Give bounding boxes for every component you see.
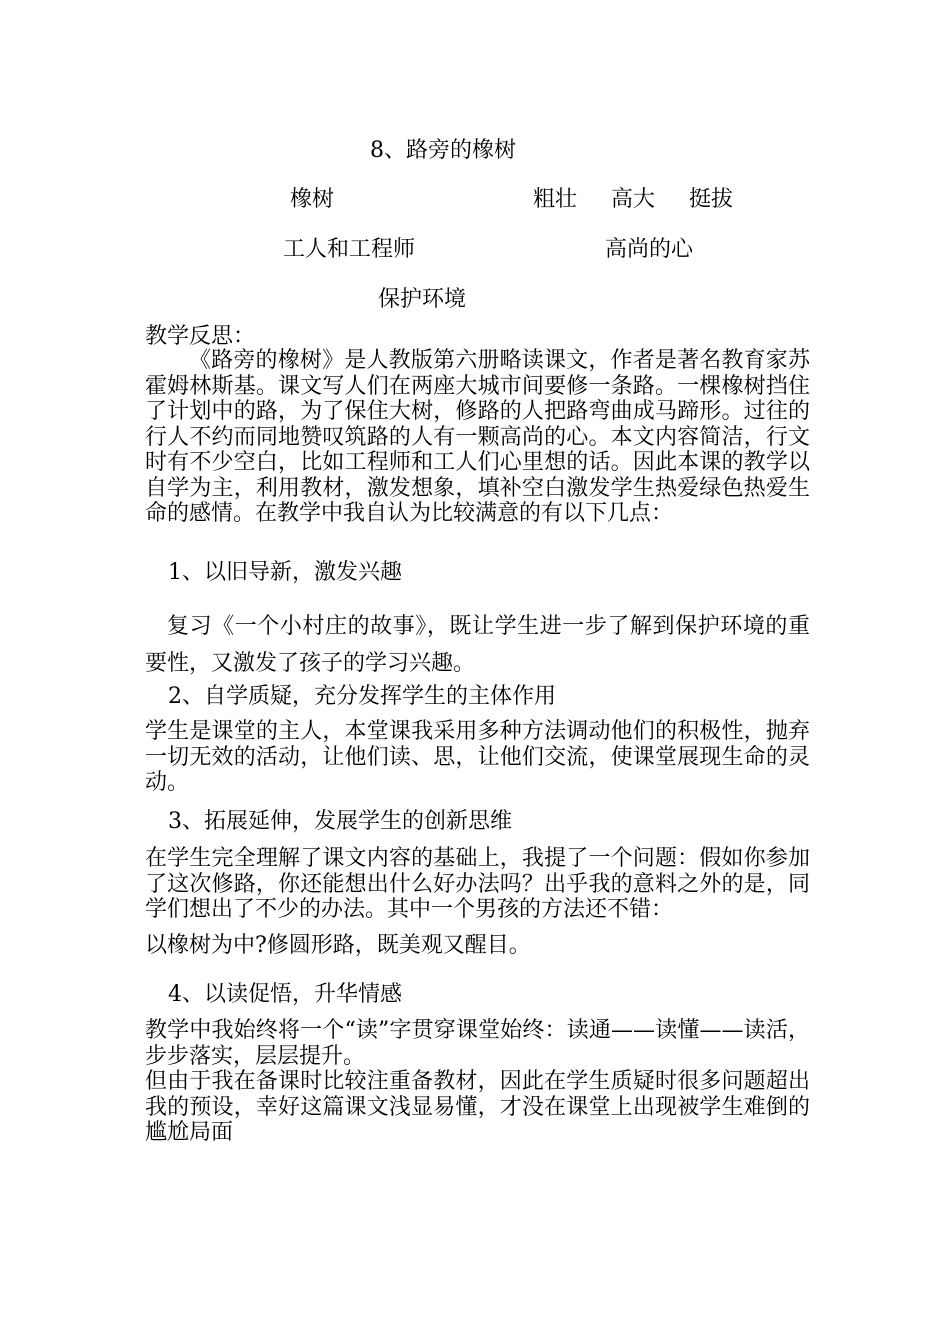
reflection-heading: 教学反思： xyxy=(145,324,256,349)
point-3-body: 在学生完全理解了课文内容的基础上，我提了一个问题：假如你参加了这次修路，你还能想出什么好办法吗？出乎我的意料之外的是，同学们想出了不少的办法。其中一个男孩的方法还不错： xyxy=(145,846,810,922)
lesson-title: 8、路旁的橡树 xyxy=(370,138,516,163)
point-3-extra: 以橡树为中?修圆形路，既美观又醒目。 xyxy=(145,933,531,958)
point-4-body: 教学中我始终将一个“读”字贯穿课堂始终：读通——读懂——读活，步步落实，层层提升。 xyxy=(145,1018,810,1069)
point-4-heading: 4、以读促悟，升华情感 xyxy=(168,982,402,1007)
point-1-heading: 1、以旧导新，激发兴趣 xyxy=(168,560,402,585)
board-trait-2: 高大 xyxy=(611,187,656,212)
board-noble-heart: 高尚的心 xyxy=(605,237,694,262)
board-trait-3: 挺拔 xyxy=(689,187,734,212)
board-oak-label: 橡树 xyxy=(290,187,335,212)
point-2-body: 学生是课堂的主人，本堂课我采用多种方法调动他们的积极性，抛弃一切无效的活动，让他们读、思，让他们交流，使课堂展现生命的灵动。 xyxy=(145,719,810,795)
point-3-heading: 3、拓展延伸，发展学生的创新思维 xyxy=(168,809,512,834)
reflection-intro: 《路旁的橡树》是人教版第六册略读课文，作者是著名教育家苏霍姆林斯基。课文写人们在两座大城市间要修一条路。一棵橡树挡住了计划中的路，为了保住大树，修路的人把路弯曲成马蹄形。过往的行人不约而同地赞叹筑路的人有一颗高尚的心。本文内容简洁，行文时有不少空白，比如工程师和工人们心里想的话。因此本课的教学以自学为主，利用教材，激发想象，填补空白激发学生热爱绿色热爱生命的感情。在教学中我自认为比较满意的有以下几点： xyxy=(145,348,810,526)
point-2-heading: 2、自学质疑，充分发挥学生的主体作用 xyxy=(168,684,556,709)
board-trait-1: 粗壮 xyxy=(533,187,578,212)
board-protect-environment: 保护环境 xyxy=(378,287,467,312)
board-workers-label: 工人和工程师 xyxy=(283,237,416,262)
point-1-body: 复习《一个小村庄的故事》，既让学生进一步了解到保护环境的重要性，又激发了孩子的学习兴趣。 xyxy=(145,614,810,676)
reflection-closing: 但由于我在备课时比较注重备教材，因此在学生质疑时很多问题超出我的预设，幸好这篇课文浅显易懂，才没在课堂上出现被学生难倒的尴尬局面 xyxy=(145,1069,810,1145)
